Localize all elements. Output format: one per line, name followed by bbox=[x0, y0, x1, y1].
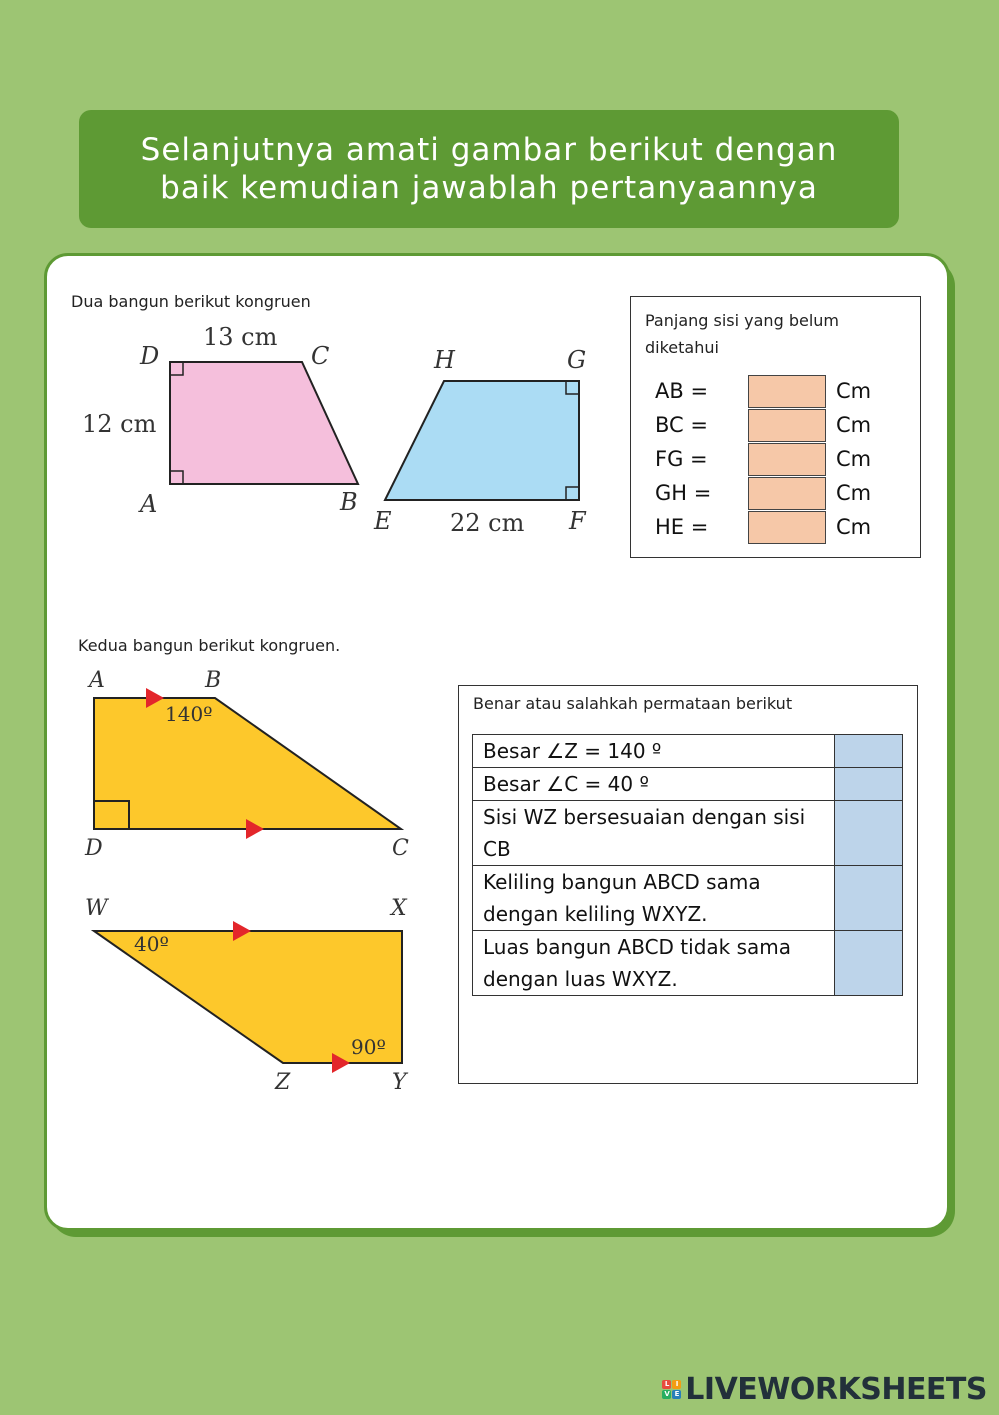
vertex-e: E bbox=[374, 507, 392, 535]
vertex-w: W bbox=[85, 896, 108, 921]
vertex-g: G bbox=[567, 346, 587, 374]
liveworksheets-logo[interactable] bbox=[662, 1372, 987, 1407]
true-false-box bbox=[458, 685, 918, 1084]
logo-mark-icon: L I V E bbox=[662, 1380, 681, 1399]
statement-cell: Keliling bangun ABCD sama dengan keliling WXYZ. bbox=[473, 866, 835, 931]
angle-label-40: 40º bbox=[134, 932, 169, 956]
vertex-h: H bbox=[434, 346, 455, 374]
row-unit: Cm bbox=[836, 379, 872, 403]
banner-line-2: baik kemudian jawablah pertanyaannya bbox=[160, 170, 818, 206]
answer-row-bc bbox=[655, 409, 915, 442]
row-unit: Cm bbox=[836, 481, 872, 505]
bc-input[interactable] bbox=[748, 409, 826, 442]
vertex-d2: D bbox=[85, 836, 103, 861]
answer-row-he bbox=[655, 511, 915, 544]
true-false-title: Benar atau salahkah permataan berikut bbox=[473, 694, 793, 713]
row-unit: Cm bbox=[836, 515, 872, 539]
answer-dropdown[interactable] bbox=[835, 931, 903, 996]
table-row bbox=[473, 735, 903, 768]
answer-dropdown[interactable] bbox=[835, 801, 903, 866]
answer-row-gh bbox=[655, 477, 915, 510]
label-13cm: 13 cm bbox=[203, 323, 278, 351]
table-row bbox=[473, 801, 903, 866]
angle-label-140: 140º bbox=[165, 702, 213, 726]
side-length-answer-box bbox=[630, 296, 921, 558]
true-false-table bbox=[472, 734, 903, 996]
row-unit: Cm bbox=[836, 447, 872, 471]
row-label: BC = bbox=[655, 413, 708, 437]
vertex-c: C bbox=[311, 342, 330, 370]
vertex-f: F bbox=[569, 507, 586, 535]
section1-caption: Dua bangun berikut kongruen bbox=[71, 292, 311, 311]
angle-label-90: 90º bbox=[351, 1035, 386, 1059]
table-row bbox=[473, 768, 903, 801]
section2-caption: Kedua bangun berikut kongruen. bbox=[78, 636, 341, 655]
vertex-b2: B bbox=[205, 668, 222, 693]
answer-box-title: Panjang sisi yang belum diketahui bbox=[645, 311, 839, 357]
row-label: GH = bbox=[655, 481, 712, 505]
vertex-y: Y bbox=[392, 1070, 407, 1095]
ab-input[interactable] bbox=[748, 375, 826, 408]
row-label: HE = bbox=[655, 515, 709, 539]
brand-name: LIVEWORKSHEETS bbox=[685, 1372, 987, 1407]
row-unit: Cm bbox=[836, 413, 872, 437]
vertex-a: A bbox=[140, 490, 158, 518]
table-row bbox=[473, 866, 903, 931]
banner-line-1: Selanjutnya amati gambar berikut dengan bbox=[140, 132, 838, 168]
gh-input[interactable] bbox=[748, 477, 826, 510]
vertex-a2: A bbox=[89, 668, 105, 693]
answer-dropdown[interactable] bbox=[835, 735, 903, 768]
he-input[interactable] bbox=[748, 511, 826, 544]
blue-trapezoid bbox=[385, 381, 579, 500]
vertex-z: Z bbox=[275, 1070, 291, 1095]
answer-row-ab bbox=[655, 375, 915, 408]
statement-cell: Besar ∠Z = 140 º bbox=[473, 735, 835, 768]
vertex-d: D bbox=[140, 342, 160, 370]
statement-cell: Sisi WZ bersesuaian dengan sisi CB bbox=[473, 801, 835, 866]
fg-input[interactable] bbox=[748, 443, 826, 476]
vertex-b: B bbox=[340, 488, 358, 516]
vertex-x: X bbox=[391, 896, 407, 921]
answer-row-fg bbox=[655, 443, 915, 476]
answer-dropdown[interactable] bbox=[835, 768, 903, 801]
statement-cell: Besar ∠C = 40 º bbox=[473, 768, 835, 801]
vertex-c2: C bbox=[392, 836, 409, 861]
row-label: AB = bbox=[655, 379, 709, 403]
yellow-shape-abcd bbox=[94, 698, 401, 829]
table-row bbox=[473, 931, 903, 996]
row-label: FG = bbox=[655, 447, 708, 471]
statement-cell: Luas bangun ABCD tidak sama dengan luas WXYZ. bbox=[473, 931, 835, 996]
answer-dropdown[interactable] bbox=[835, 866, 903, 931]
label-22cm: 22 cm bbox=[450, 509, 525, 537]
pink-trapezoid bbox=[170, 362, 358, 484]
label-12cm: 12 cm bbox=[82, 410, 157, 438]
